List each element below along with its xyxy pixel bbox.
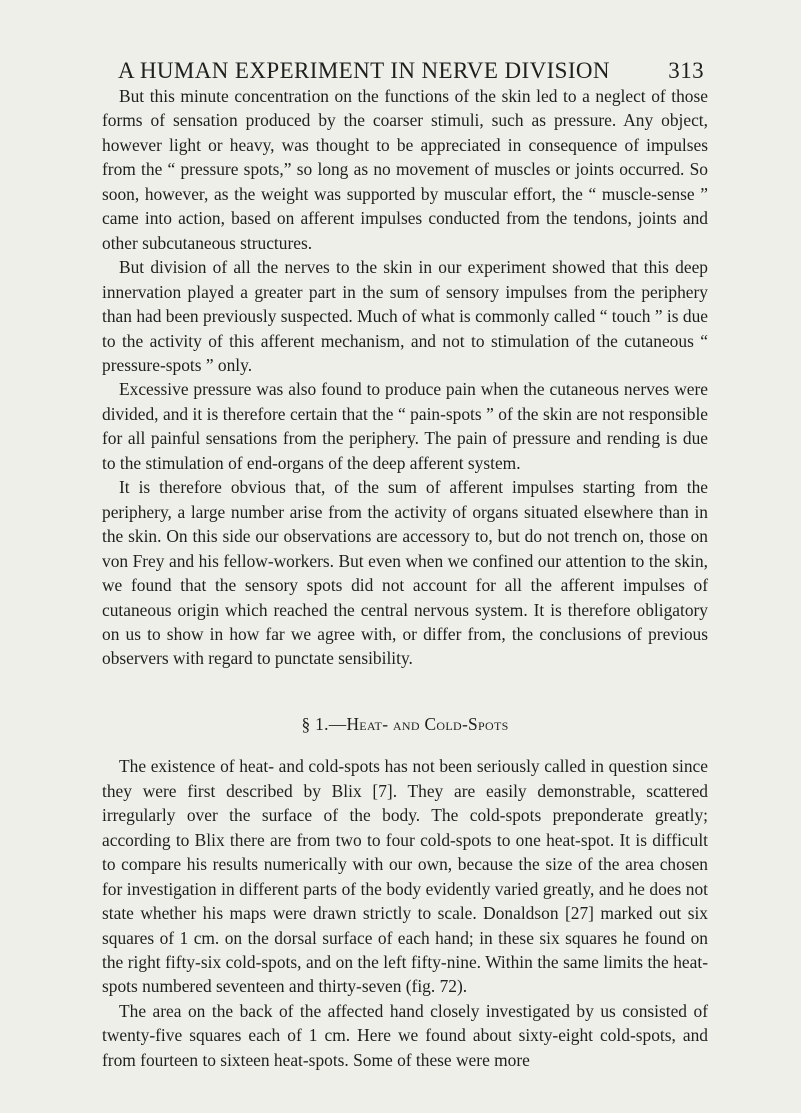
section-heading: [102, 712, 708, 736]
section-title: Heat- and Cold-Spots: [346, 713, 509, 734]
paragraph-1: But this minute concentration on the functions of the skin led to a neglect of those forms of sensation produced by the coarser stimuli, such as pressure. Any object, however light or heavy, was thought to be appreciated in consequence of impulses from the “ pressure spots,” so long as no movement of muscles or joints occurred. So soon, however, as the weight was supported by muscular effort, the “ muscle-sense ” came into action, based on afferent impulses conducted from the tendons, joints and other subcutaneous structures.: [102, 86, 708, 253]
page-number: 313: [668, 58, 704, 83]
paragraph-4: It is therefore obvious that, of the sum of afferent impulses starting from the periphery, a large number arise from the activity of organs situated elsewhere than in the skin. On this side our observations are accessory to, but do not trench on, those on von Frey and his fellow-workers. But even when we confined our attention to the skin, we found that the sensory spots did not account for all the afferent impulses of cutaneous origin which reached the central nervous system. It is therefore obligatory on us to show in how far we agree with, or differ from, the conclusions of previous observers with regard to punctate sensibility.: [102, 477, 708, 669]
paragraph-2: But division of all the nerves to the skin in our experiment showed that this deep innervation played a greater part in the sum of sensory impulses from the periphery than had been previously suspected. Much of what is commonly called “ touch ” is due to the activity of this afferent mechanism, and not to stimulation of the cutaneous “ pressure-spots ” only.: [102, 257, 708, 375]
paragraph-5: The existence of heat- and cold-spots has not been seriously called in question since they were first described by Blix [7]. They are easily demonstrable, scattered irregularly over the surface of the body. The cold-spots preponderate greatly; according to Blix there are from two to four cold-spots to one heat-spot. It is difficult to compare his results numerically with our own, because the size of the area chosen for investigation in different parts of the body evidently varied greatly, and he does not state whether his maps were drawn strictly to scale. Donaldson [27] marked out six squares of 1 cm. on the dorsal surface of each hand; in these six squares he found on the right fifty-six cold-spots, and on the left fifty-nine. Within the same limits the heat-spots numbered seventeen and thirty-seven (fig. 72).: [102, 756, 708, 997]
paragraph-6: The area on the back of the affected hand closely investigated by us consisted of twenty-five squares each of 1 cm. Here we found about sixty-eight cold-spots, and from fourteen to sixteen heat-spots. Some of these were more: [102, 1000, 708, 1070]
body-text: [102, 84, 708, 1072]
paragraph-3: Excessive pressure was also found to produce pain when the cutaneous nerves were divided, and it is therefore certain that the “ pain-spots ” of the skin are not responsible for all painful sensations from the periphery. The pain of pressure and rending is due to the stimulation of end-organs of the deep afferent system.: [102, 379, 708, 473]
section-number: § 1.—: [301, 713, 347, 734]
running-title: A HUMAN EXPERIMENT IN NERVE DIVISION: [118, 58, 610, 83]
